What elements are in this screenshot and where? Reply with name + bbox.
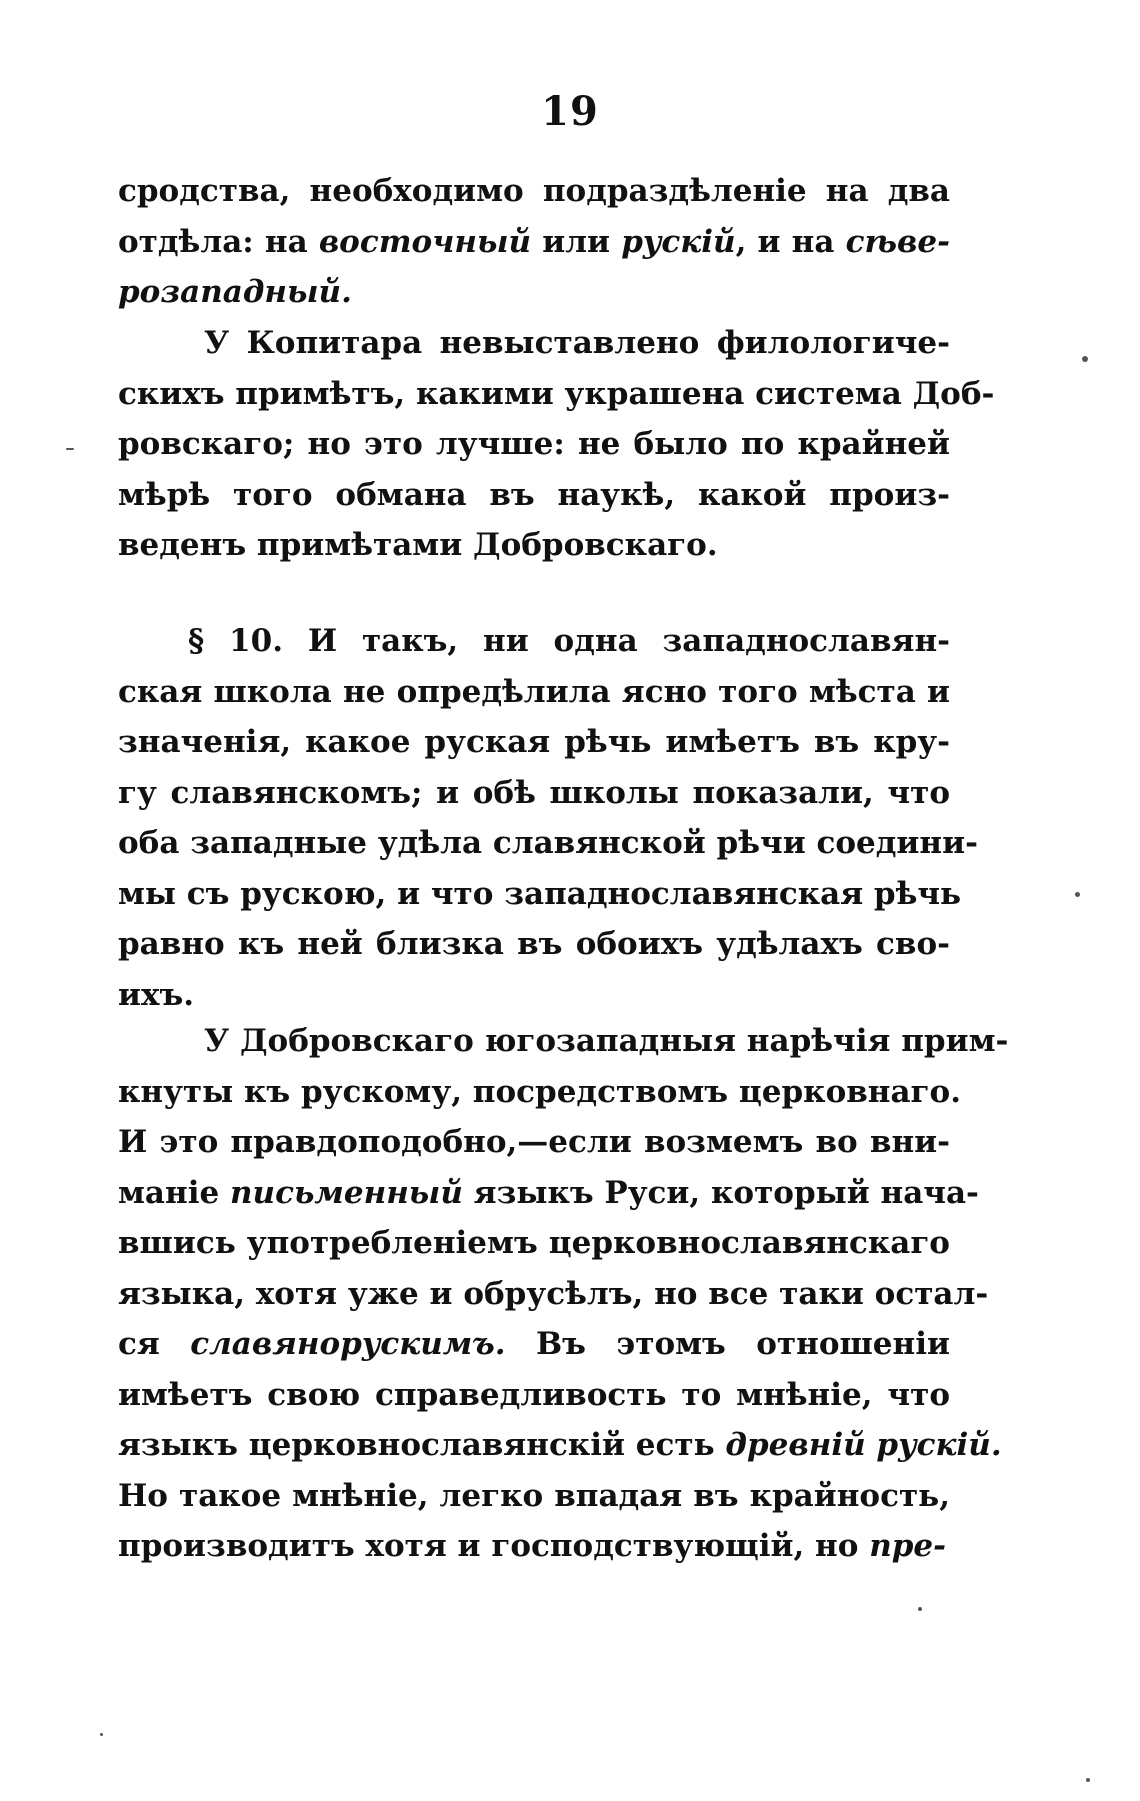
text-line	[118, 667, 950, 718]
text-line	[118, 970, 950, 1021]
italic-text-run: пре-	[869, 1528, 947, 1564]
scan-speck	[918, 1607, 922, 1611]
text-run: производитъ хотя и господствующій, но	[118, 1528, 870, 1564]
text-run: оба западные удѣла славянской рѣчи соедини-	[118, 825, 978, 861]
text-run: кнуты къ рускому, посредствомъ церковнаго.	[118, 1073, 962, 1110]
text-line	[118, 419, 950, 470]
text-line	[118, 217, 950, 268]
text-line	[118, 1370, 950, 1421]
text-run: отдѣла: на	[118, 223, 319, 260]
page-number: 19	[541, 88, 599, 135]
scan-speck	[1075, 892, 1080, 897]
text-line	[118, 267, 950, 318]
italic-text-run: письменный	[230, 1174, 463, 1211]
paragraph-3-section-10	[118, 616, 978, 1020]
text-line	[118, 1016, 1009, 1067]
scan-speck	[1082, 356, 1088, 362]
italic-text-run: рускій	[621, 223, 736, 260]
text-run: ся	[118, 1326, 191, 1362]
paragraph-1	[118, 166, 950, 318]
text-run: веденъ примѣтами Добровскаго.	[118, 527, 718, 563]
text-run: гу славянскомъ; и обѣ школы показали, что	[118, 774, 950, 811]
text-run: И это правдоподобно,—если возмемъ во вни-	[118, 1124, 950, 1160]
paragraph-2	[118, 318, 995, 571]
text-run: значенія, какое руская рѣчь имѣетъ въ кру-	[118, 724, 950, 760]
text-run: У Добровскаго югозападныя нарѣчія прим-	[204, 1023, 1009, 1059]
text-run: языка, хотя уже и обрусѣлъ, но все таки остал-	[118, 1275, 989, 1312]
italic-text-run: славянорускимъ.	[190, 1326, 506, 1362]
text-line	[118, 1319, 950, 1370]
text-run: языкъ церковнославянскій есть	[118, 1427, 726, 1463]
text-line	[118, 919, 950, 970]
text-run: языкъ Руси, который нача-	[462, 1174, 979, 1211]
text-run: ихъ.	[118, 976, 195, 1013]
text-run: или	[531, 223, 622, 260]
text-run: У Копитара невыставлено филологиче-	[204, 325, 950, 361]
text-line	[118, 1420, 1002, 1471]
scan-speck	[100, 1733, 103, 1736]
text-run: ровскаго; но это лучше: не было по крайней	[118, 426, 950, 462]
text-line	[118, 1067, 962, 1118]
italic-text-run: сѣве-	[845, 223, 950, 260]
text-run: ская школа не опредѣлила ясно того мѣста и	[118, 673, 950, 710]
text-run: вшись употребленіемъ церковнославянскаго	[118, 1225, 950, 1261]
text-line	[118, 818, 978, 869]
text-run: маніе	[118, 1174, 230, 1211]
paragraph-4	[118, 1016, 1009, 1572]
text-line	[118, 470, 950, 521]
text-run: Но такое мнѣніе, легко впадая въ крайность,	[118, 1477, 950, 1514]
text-line	[118, 166, 950, 217]
text-line	[118, 318, 950, 369]
text-line	[118, 1218, 950, 1269]
scan-speck	[1086, 1778, 1090, 1782]
text-line	[118, 1471, 950, 1522]
text-run: мѣрѣ того обмана въ наукѣ, какой произ-	[118, 476, 950, 513]
text-line	[118, 1117, 950, 1168]
text-line	[118, 369, 995, 420]
text-line	[118, 520, 950, 571]
scan-speck	[66, 448, 74, 450]
text-line	[118, 717, 950, 768]
text-line	[118, 1521, 950, 1572]
text-line	[118, 1168, 979, 1219]
italic-text-run: розападный.	[118, 274, 352, 310]
text-run: мы съ рускою, и что западнославянская рѣчь	[118, 875, 962, 912]
text-run: § 10. И такъ, ни одна западнославян-	[188, 623, 950, 659]
text-line	[118, 616, 950, 667]
text-run: скихъ примѣтъ, какими украшена система Доб-	[118, 375, 995, 412]
italic-text-run: древній рускій.	[725, 1427, 1002, 1463]
text-run: , и на	[735, 223, 846, 260]
text-run: Въ этомъ отношеніи	[505, 1326, 950, 1362]
text-run: равно къ ней близка въ обоихъ удѣлахъ сво-	[118, 926, 950, 962]
text-line	[118, 869, 962, 920]
text-run: имѣетъ свою справедливость то мнѣніе, что	[118, 1376, 950, 1413]
italic-text-run: восточный	[318, 223, 532, 260]
text-line	[118, 768, 950, 819]
text-line	[118, 1269, 989, 1320]
text-run: сродства, необходимо подраздѣленіе на два	[118, 173, 950, 209]
